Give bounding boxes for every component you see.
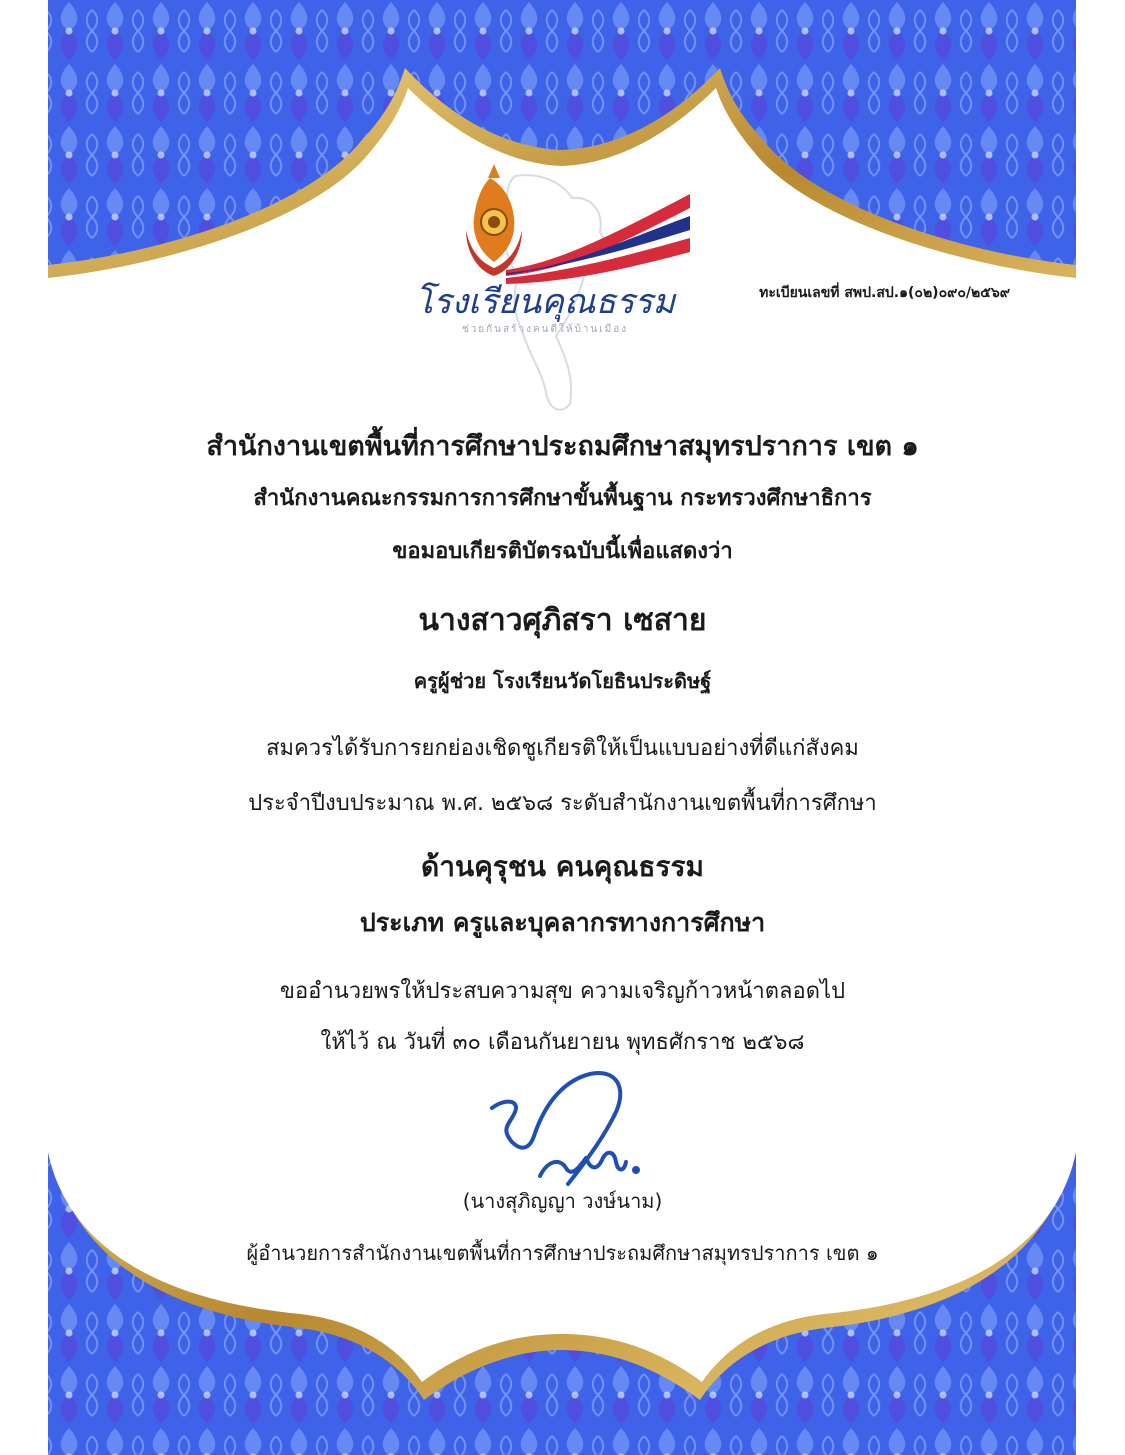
issue-date: ให้ไว้ ณ วันที่ ๓๐ เดือนกันยายน พุทธศักราช ๒๕๖๘ [320,1030,805,1055]
issuer-line-2: สำนักงานคณะกรรมการการศึกษาขั้นพื้นฐาน กระทรวงศึกษาธิการ [253,486,872,511]
award-field: ด้านคุรุชน คนคุณธรรม [421,850,704,883]
logo-title: โรงเรียนคุณธรรม [414,282,676,322]
citation-line-1: สมควรได้รับการยกย่องเชิดชูเกียรติให้เป็นแบบอย่างที่ดีแก่สังคม [266,736,859,761]
recipient-position: ครูผู้ช่วย โรงเรียนวัดโยธินประดิษฐ์ [413,669,712,693]
registration-number: ทะเบียนเลขที่ สพป.สป.๑(๐๒)๐๙๐/๒๕๖๙ [759,285,1010,301]
signer-title: ผู้อำนวยการสำนักงานเขตพื้นที่การศึกษาประถมศึกษาสมุทรปราการ เขต ๑ [246,1241,879,1265]
issuer-line-3: ขอมอบเกียรติบัตรฉบับนี้เพื่อแสดงว่า [392,539,733,564]
recipient-name: นางสาวศุภิสรา เซสาย [418,603,707,638]
signer-name: (นางสุภิญญา วงษ์นาม) [462,1189,663,1213]
award-category: ประเภท ครูและบุคลากรทางการศึกษา [359,908,766,937]
blessing-line: ขออำนวยพรให้ประสบความสุข ความเจริญก้าวหน้าตลอดไป [279,979,846,1004]
logo-tagline: ช่วยกันสร้างคนดีให้บ้านเมือง [461,324,629,335]
citation-line-2: ประจำปีงบประมาณ พ.ศ. ๒๕๖๘ ระดับสำนักงานเขตพื้นที่การศึกษา [248,791,877,816]
issuer-line-1: สำนักงานเขตพื้นที่การศึกษาประถมศึกษาสมุทรปราการ เขต ๑ [206,431,919,462]
